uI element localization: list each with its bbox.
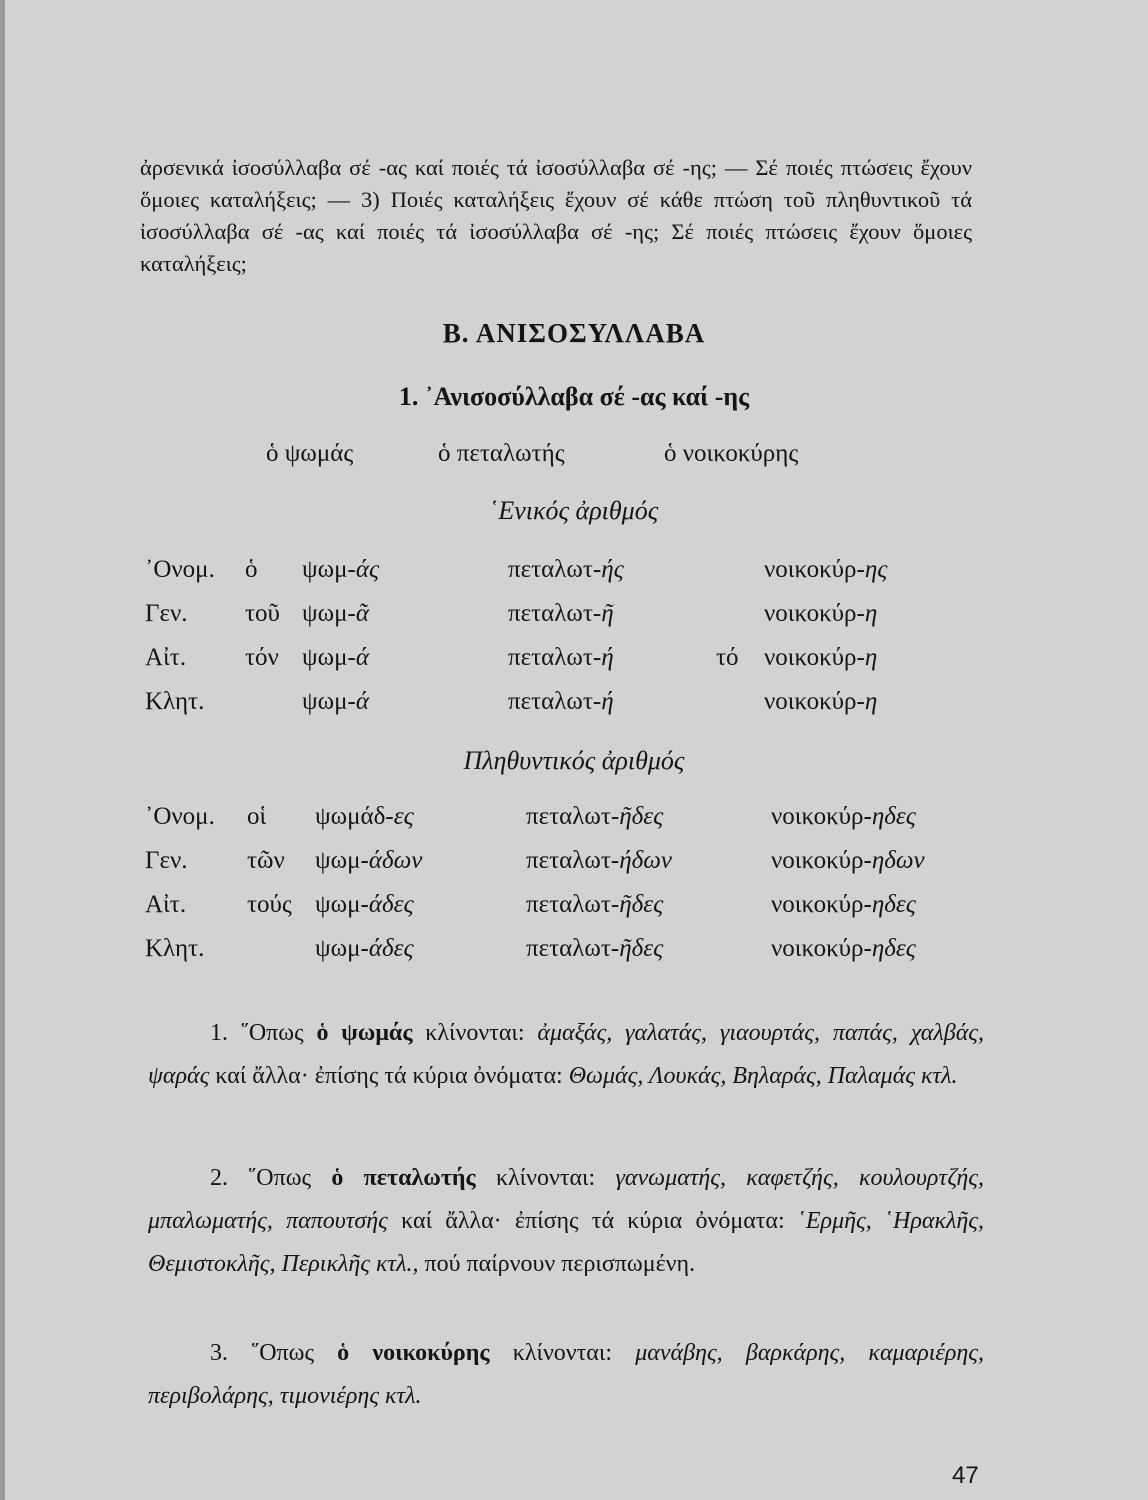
- plural-title: Πληθυντικός ἀριθμός: [463, 746, 685, 775]
- case-label: Κλητ.: [145, 688, 205, 715]
- note-bold-term: ὁ ψωμάς: [316, 1020, 413, 1046]
- form-petalotis: πεταλωτ-ῆδες: [526, 891, 664, 918]
- note-3: 3. ῞Οπως ὁ νοικοκύρης κλίνονται: μανάβης, βαρκάρης, καμαριέρης, περιβολάρης, τιμονιέρης κτλ.: [148, 1340, 985, 1409]
- form-petalotis: πεταλωτ-ής: [508, 556, 624, 583]
- example-word-3: ὁ νοικοκύρης: [664, 440, 799, 467]
- form-noikokyris: νοικοκύρ-ηδες: [771, 803, 916, 830]
- form-petalotis: πεταλωτ-ῆδες: [526, 803, 664, 830]
- form-noikokyris: νοικοκύρ-ης: [764, 556, 888, 583]
- article: ὁ: [245, 556, 258, 583]
- case-label: ᾿Ονομ.: [145, 803, 215, 830]
- article: τούς: [247, 891, 292, 918]
- form-petalotis: πεταλωτ-ῆδες: [526, 935, 664, 962]
- form-noikokyris: νοικοκύρ-η: [764, 644, 878, 671]
- form-psomas: ψωμ-ᾶ: [302, 600, 369, 627]
- example-word-1: ὁ ψωμάς: [266, 440, 354, 467]
- note-number: 1.: [210, 1020, 228, 1046]
- article: τῶν: [247, 847, 285, 874]
- form-psomas: ψωμ-άδες: [315, 935, 414, 962]
- article: τοῦ: [245, 600, 280, 627]
- note-1: 1. ῞Οπως ὁ ψωμάς κλίνονται: ἀμαξάς, γαλατάς, γιαουρτάς, παπάς, χαλβάς, ψαράς καί ἄλλα· ἐπίσης τά κύρια ὀνόματα: Θωμάς, Λουκάς, Βηλαράς, Παλαμάς κτλ.: [148, 1020, 985, 1089]
- example-word-2: ὁ πεταλωτής: [438, 440, 565, 467]
- note-example-list: γανωματής, καφετζής, κουλουρτζής, μπαλωματής, παπουτσής: [148, 1165, 985, 1234]
- note-example-list: ἀμαξάς, γαλατάς, γιαουρτάς, παπάς, χαλβάς, ψαράς: [148, 1020, 985, 1089]
- note-proper-names: Θωμάς, Λουκάς, Βηλαράς, Παλαμάς κτλ.: [568, 1063, 958, 1089]
- note-number: 2.: [210, 1165, 228, 1191]
- article: τόν: [245, 644, 279, 671]
- form-psomas: ψωμ-ά: [302, 688, 369, 715]
- note-bold-term: ὁ νοικοκύρης: [337, 1340, 490, 1366]
- note-2: 2. ῞Οπως ὁ πεταλωτής κλίνονται: γανωματής, καφετζής, κουλουρτζής, μπαλωματής, παπουτσής καί ἄλλα· ἐπίσης τά κύρια ὀνόματα: ῾Ερμῆς, ῾Ηρακλῆς, Θεμιστοκλῆς, Περικλῆς κτλ., πού παίρνουν περισπωμένη.: [148, 1165, 985, 1277]
- case-label: Γεν.: [145, 847, 188, 874]
- form-petalotis: πεταλωτ-ῆ: [508, 600, 614, 627]
- case-label: Κλητ.: [145, 935, 205, 962]
- form-petalotis: πεταλωτ-ή: [508, 644, 614, 671]
- case-label: Αἰτ.: [145, 644, 187, 671]
- note-proper-names: ῾Ερμῆς, ῾Ηρακλῆς, Θεμιστοκλῆς, Περικλῆς κτλ.,: [148, 1208, 985, 1277]
- page-number: 47: [952, 1462, 979, 1489]
- case-label: Γεν.: [145, 600, 188, 627]
- subsection-title: 1. ᾿Ανισοσύλλαβα σέ -ας καί -ης: [398, 382, 750, 411]
- note-number: 3.: [210, 1340, 228, 1366]
- form-psomas: ψωμ-άδων: [315, 847, 423, 874]
- section-title: Β. ΑΝΙΣΟΣΥΛΛΑΒΑ: [442, 318, 706, 348]
- form-psomas: ψωμάδ-ες: [315, 803, 414, 830]
- article: οἱ: [247, 803, 267, 830]
- form-noikokyris: νοικοκύρ-η: [764, 600, 878, 627]
- note-bold-term: ὁ πεταλωτής: [331, 1165, 476, 1191]
- form-noikokyris: νοικοκύρ-ηδες: [771, 935, 916, 962]
- form-psomas: ψωμ-άδες: [315, 891, 414, 918]
- form-noikokyris: νοικοκύρ-ηδες: [771, 891, 916, 918]
- intro-paragraph: ἀρσενικά ἰσοσύλλαβα σέ -ας καί ποιές τά ἰσοσύλλαβα σέ -ης; — Σέ ποιές πτώσεις ἔχουν ὅμοιες καταλήξεις; — 3) Ποιές καταλήξεις ἔχουν σέ κάθε πτώση τοῦ πληθυντικοῦ τά ἰσοσύλλαβα σέ -ας καί ποιές τά ἰσοσύλλαβα σέ -ης; Σέ ποιές πτώσεις ἔχουν ὅμοιες καταλήξεις;: [140, 155, 972, 276]
- note-example-list: μανάβης, βαρκάρης, καμαριέρης, περιβολάρης, τιμονιέρης κτλ.: [148, 1340, 985, 1409]
- singular-title: ῾Ενικός ἀριθμός: [489, 496, 659, 525]
- form-noikokyris: νοικοκύρ-η: [764, 688, 878, 715]
- form-psomas: ψωμ-άς: [302, 556, 380, 583]
- form-petalotis: πεταλωτ-ή: [508, 688, 614, 715]
- case-label: ᾿Ονομ.: [145, 556, 215, 583]
- case-label: Αἰτ.: [145, 891, 187, 918]
- form-noikokyris: νοικοκύρ-ηδων: [771, 847, 925, 874]
- form-petalotis: πεταλωτ-ήδων: [526, 847, 672, 874]
- form-psomas: ψωμ-ά: [302, 644, 369, 671]
- article-extra: τό: [716, 644, 739, 671]
